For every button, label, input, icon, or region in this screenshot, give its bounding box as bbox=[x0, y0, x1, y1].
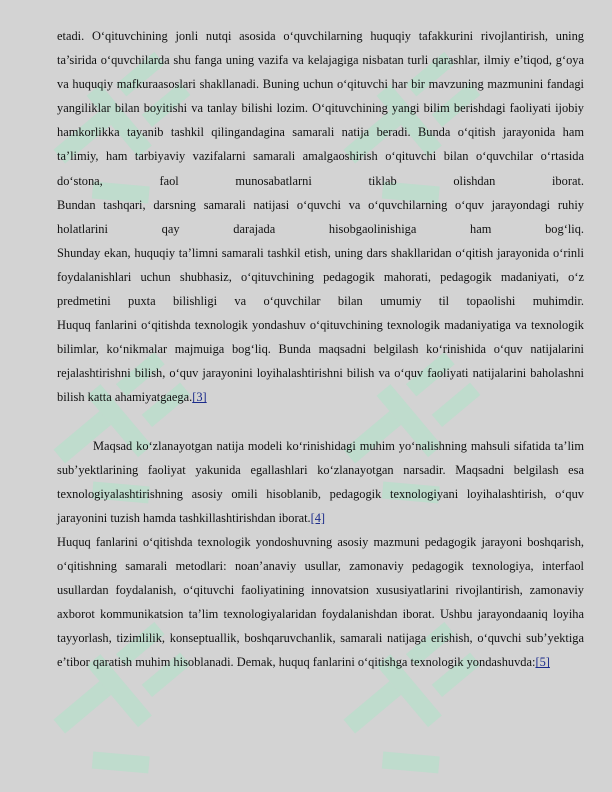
paragraph-6 bbox=[57, 530, 584, 675]
paragraph-2 bbox=[57, 193, 584, 241]
paragraph-4 bbox=[57, 313, 584, 409]
document-body bbox=[57, 24, 584, 674]
paragraph-6-text: Huquq fanlarini o‘qitishda texnologik yondoshuvning asosiy mazmuni pedagogik jarayoni boshqarish, o‘qitishning samarali metodlari: noan’anaviy usullar, zamonaviy pedagogik texnologiya, interfaol usullardan foydalanish, o‘qituvchi faoliyatining innovatsion xususiyatlarini rivojlantirish, zamonaviy axborot kommunikatsion ta’lim texnologiyalaridan foydalanishdan iborat. Ushbu jarayondaaniq loyiha tayyorlash, tizimlilik, konseptuallik, boshqaruvchanlik, samarali natijaga erishish, o‘quvchi sub’yektiga e’tibor qaratish muhim hisoblanadi. Demak, huquq fanlarini o‘qitishga texnologik yondashuvda: bbox=[57, 534, 584, 670]
paragraph-gap bbox=[57, 410, 584, 434]
citation-link-3[interactable]: [3] bbox=[192, 390, 207, 405]
citation-link-5[interactable]: [5] bbox=[535, 655, 550, 670]
paragraph-5-text: Maqsad ko‘zlanayotgan natija modeli ko‘rinishidagi muhim yo‘nalishning mahsuli sifatida ta’lim sub’yektlarining faoliyat yakunida egallashlari ko‘zlanayotgan narsadir. Maqsadni belgilash esa texnologiyalashtirishning asosiy omili hisoblanib, pedagogik texnologiyani loyihalashtirish, o‘quv jarayonini tuzish hamda tashkillashtirishdan iborat. bbox=[57, 438, 584, 525]
paragraph-2-text: Bundan tashqari, darsning samarali natijasi o‘quvchi va o‘quvchilarning o‘quv jarayondagi ruhiy holatlarini qay darajada hisobgaolinishiga ham bog‘liq. bbox=[57, 197, 584, 236]
paragraph-4-text: Huquq fanlarini o‘qitishda texnologik yondashuv o‘qituvchining texnologik madaniyatiga va texnologik bilimlar, ko‘nikmalar majmuiga bog‘liq. Bunda maqsadni belgilash ko‘rinishida o‘quv natijalarini rejalashtirishni bilish, o‘quv jarayonini loyihalashtirishni bilish va o‘quv faoliyati natijalarini baholashni bilish katta ahamiyatgaega. bbox=[57, 318, 584, 405]
paragraph-1 bbox=[57, 24, 584, 193]
citation-link-4[interactable]: [4] bbox=[310, 510, 326, 525]
paragraph-3 bbox=[57, 241, 584, 313]
paragraph-3-text: Shunday ekan, huquqiy ta’limni samarali tashkil etish, uning dars shakllaridan o‘qitish jarayonida o‘rinli foydalanishlari uchun shubhasiz, o‘qituvchining pedagogik mahorati, pedagogik madaniyati, o‘z predmetini puxta bilishligi va o‘quvchilar bilan umumiy til topaolishi muhimdir. bbox=[57, 245, 584, 309]
paragraph-5 bbox=[57, 434, 584, 530]
paragraph-1-text: etadi. O‘qituvchining jonli nutqi asosida o‘quvchilarning huquqiy tafakkurini rivojlantirish, uning ta’sirida o‘quvchilarda shu fanga uning vazifa va kelajagiga nisbatan turli qarashlar, ilmiy e’tiqod, g‘oya va huquqiy mafkuraasoslari shakllanadi. Buning uchun o‘qituvchi har bir mavzuning mazmunini fandagi yangiliklar bilan boyitishi va tanlay bilishi lozim. O‘qituvchining yangi bilim berishdagi faoliyati ijobiy hamkorlikka tayanib tashkil qilingandagina samarali natija beradi. Bunda o‘qitish jarayonida ham ta’limiy, ham tarbiyaviy vazifalarni samarali amalgaoshirish o‘qituvchi bilan o‘quvchilar o‘rtasida do‘stona, faol munosabatlarni tiklab olishdan iborat. bbox=[57, 29, 584, 188]
